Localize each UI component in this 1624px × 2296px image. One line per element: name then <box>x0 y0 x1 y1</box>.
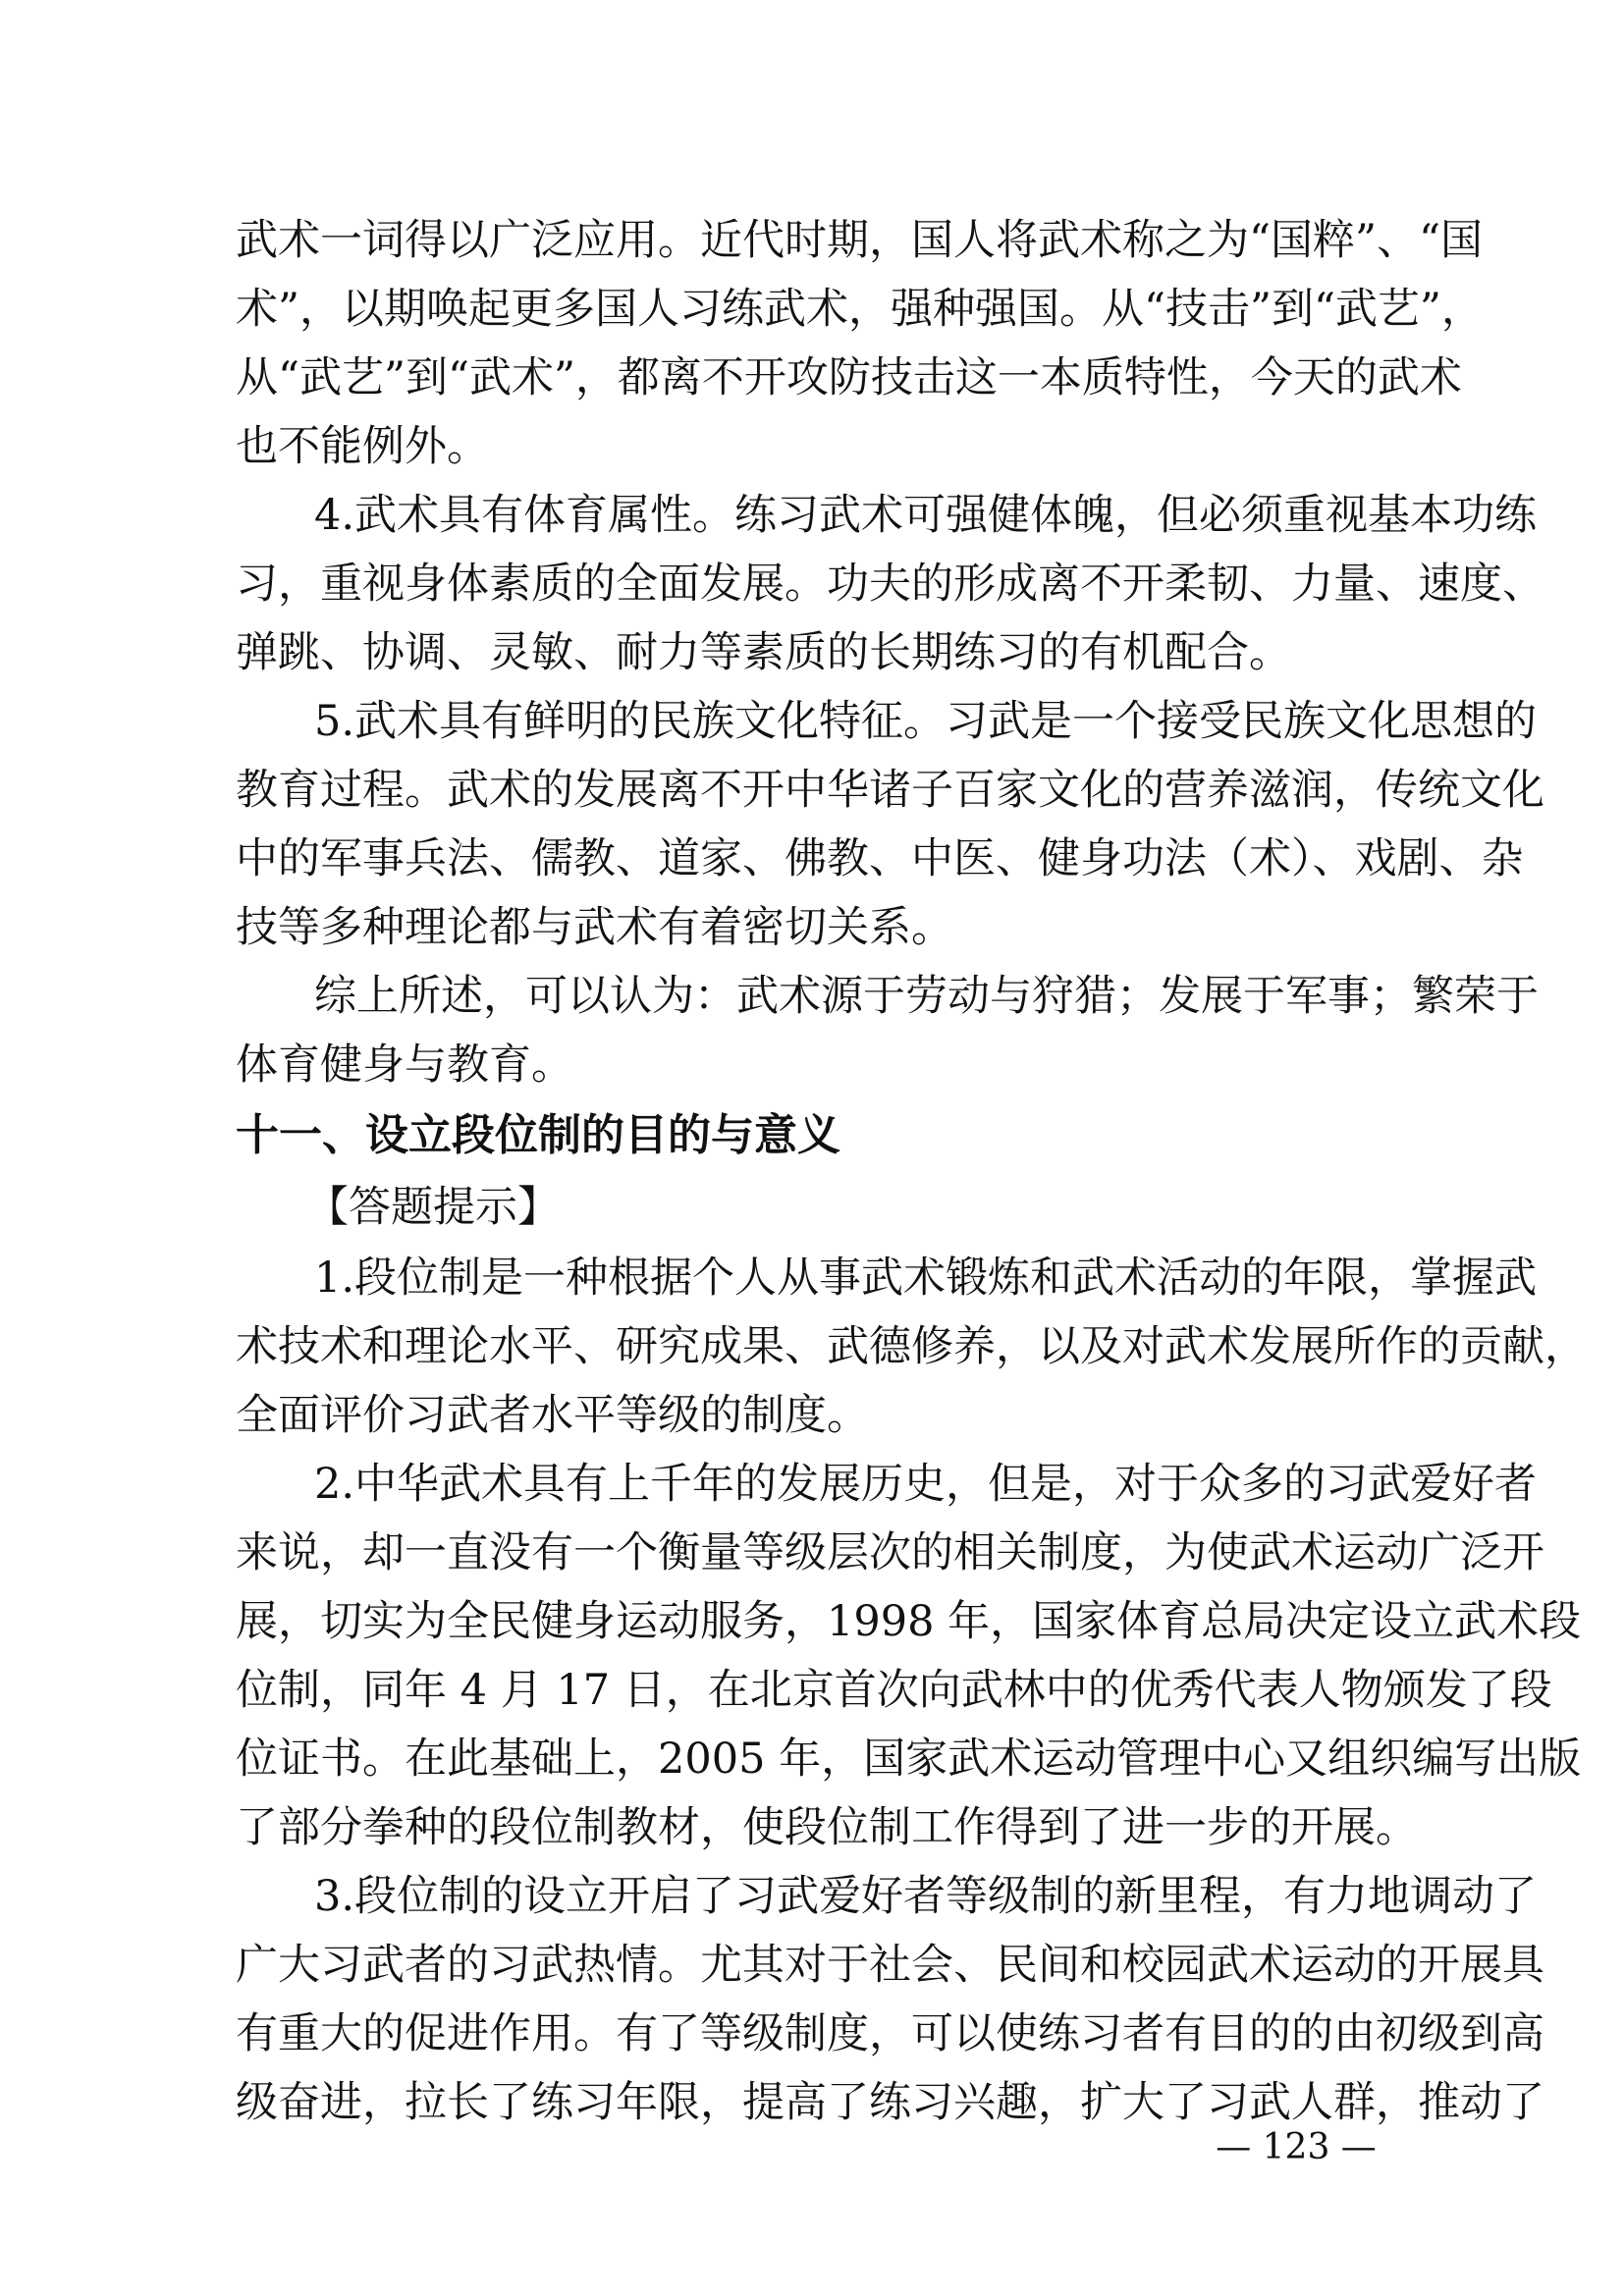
body-line: 位证书。在此基础上，2005 年，国家武术运动管理中心又组织编写出版 <box>236 1735 1582 1784</box>
paragraph-first-line: 综上所述，可以认为：武术源于劳动与狩猎；发展于军事；繁荣于 <box>314 972 1539 1021</box>
body-line: 全面评价习武者水平等级的制度。 <box>236 1391 869 1440</box>
paragraph-first-line: 4.武术具有体育属性。练习武术可强健体魄，但必须重视基本功练 <box>314 491 1538 540</box>
hint-label: 【答题提示】 <box>306 1183 560 1232</box>
body-line: 展，切实为全民健身运动服务，1998 年，国家体育总局决定设立武术段 <box>236 1597 1582 1646</box>
body-line: 体育健身与教育。 <box>236 1041 573 1090</box>
body-line: 从“武艺”到“武术”，都离不开攻防技击这一本质特性，今天的武术 <box>236 353 1462 402</box>
body-line: 技等多种理论都与武术有着密切关系。 <box>236 903 953 952</box>
paragraph-first-line: 5.武术具有鲜明的民族文化特征。习武是一个接受民族文化思想的 <box>314 697 1538 746</box>
body-line: 习，重视身体素质的全面发展。功夫的形成离不开柔韧、力量、速度、 <box>236 560 1544 609</box>
paragraph-first-line: 3.段位制的设立开启了习武爱好者等级制的新里程，有力地调动了 <box>314 1872 1538 1921</box>
body-line: 中的军事兵法、儒教、道家、佛教、中医、健身功法（术）、戏剧、杂 <box>236 834 1524 883</box>
paragraph-first-line: 2.中华武术具有上千年的发展历史，但是，对于众多的习武爱好者 <box>314 1460 1538 1509</box>
body-line: 教育过程。武术的发展离不开中华诸子百家文化的营养滋润，传统文化 <box>236 766 1544 815</box>
page-number: — 123 — <box>1216 2127 1377 2167</box>
body-line: 也不能例外。 <box>236 422 489 471</box>
body-line: 广大习武者的习武热情。尤其对于社会、民间和校园武术运动的开展具 <box>236 1941 1544 1990</box>
paragraph-first-line: 1.段位制是一种根据个人从事武术锻炼和武术活动的年限，掌握武 <box>314 1254 1538 1303</box>
body-line: 来说，却一直没有一个衡量等级层次的相关制度，为使武术运动广泛开 <box>236 1528 1544 1577</box>
body-line: 位制，同年 4 月 17 日，在北京首次向武林中的优秀代表人物颁发了段 <box>236 1666 1552 1715</box>
body-line: 级奋进，拉长了练习年限，提高了练习兴趣，扩大了习武人群，推动了 <box>236 2078 1544 2127</box>
body-line: 术”，以期唤起更多国人习练武术，强种强国。从“技击”到“武艺”， <box>236 285 1484 334</box>
body-line: 弹跳、协调、灵敏、耐力等素质的长期练习的有机配合。 <box>236 628 1291 677</box>
body-line: 术技术和理论水平、研究成果、武德修养，以及对武术发展所作的贡献， <box>236 1322 1587 1371</box>
body-line: 了部分拳种的段位制教材，使段位制工作得到了进一步的开展。 <box>236 1803 1418 1852</box>
body-line: 武术一词得以广泛应用。近代时期，国人将武术称之为“国粹”、“国 <box>236 216 1483 265</box>
body-line: 有重大的促进作用。有了等级制度，可以使练习者有目的的由初级到高 <box>236 2009 1544 2058</box>
section-heading: 十一、设立段位制的目的与意义 <box>236 1110 840 1160</box>
